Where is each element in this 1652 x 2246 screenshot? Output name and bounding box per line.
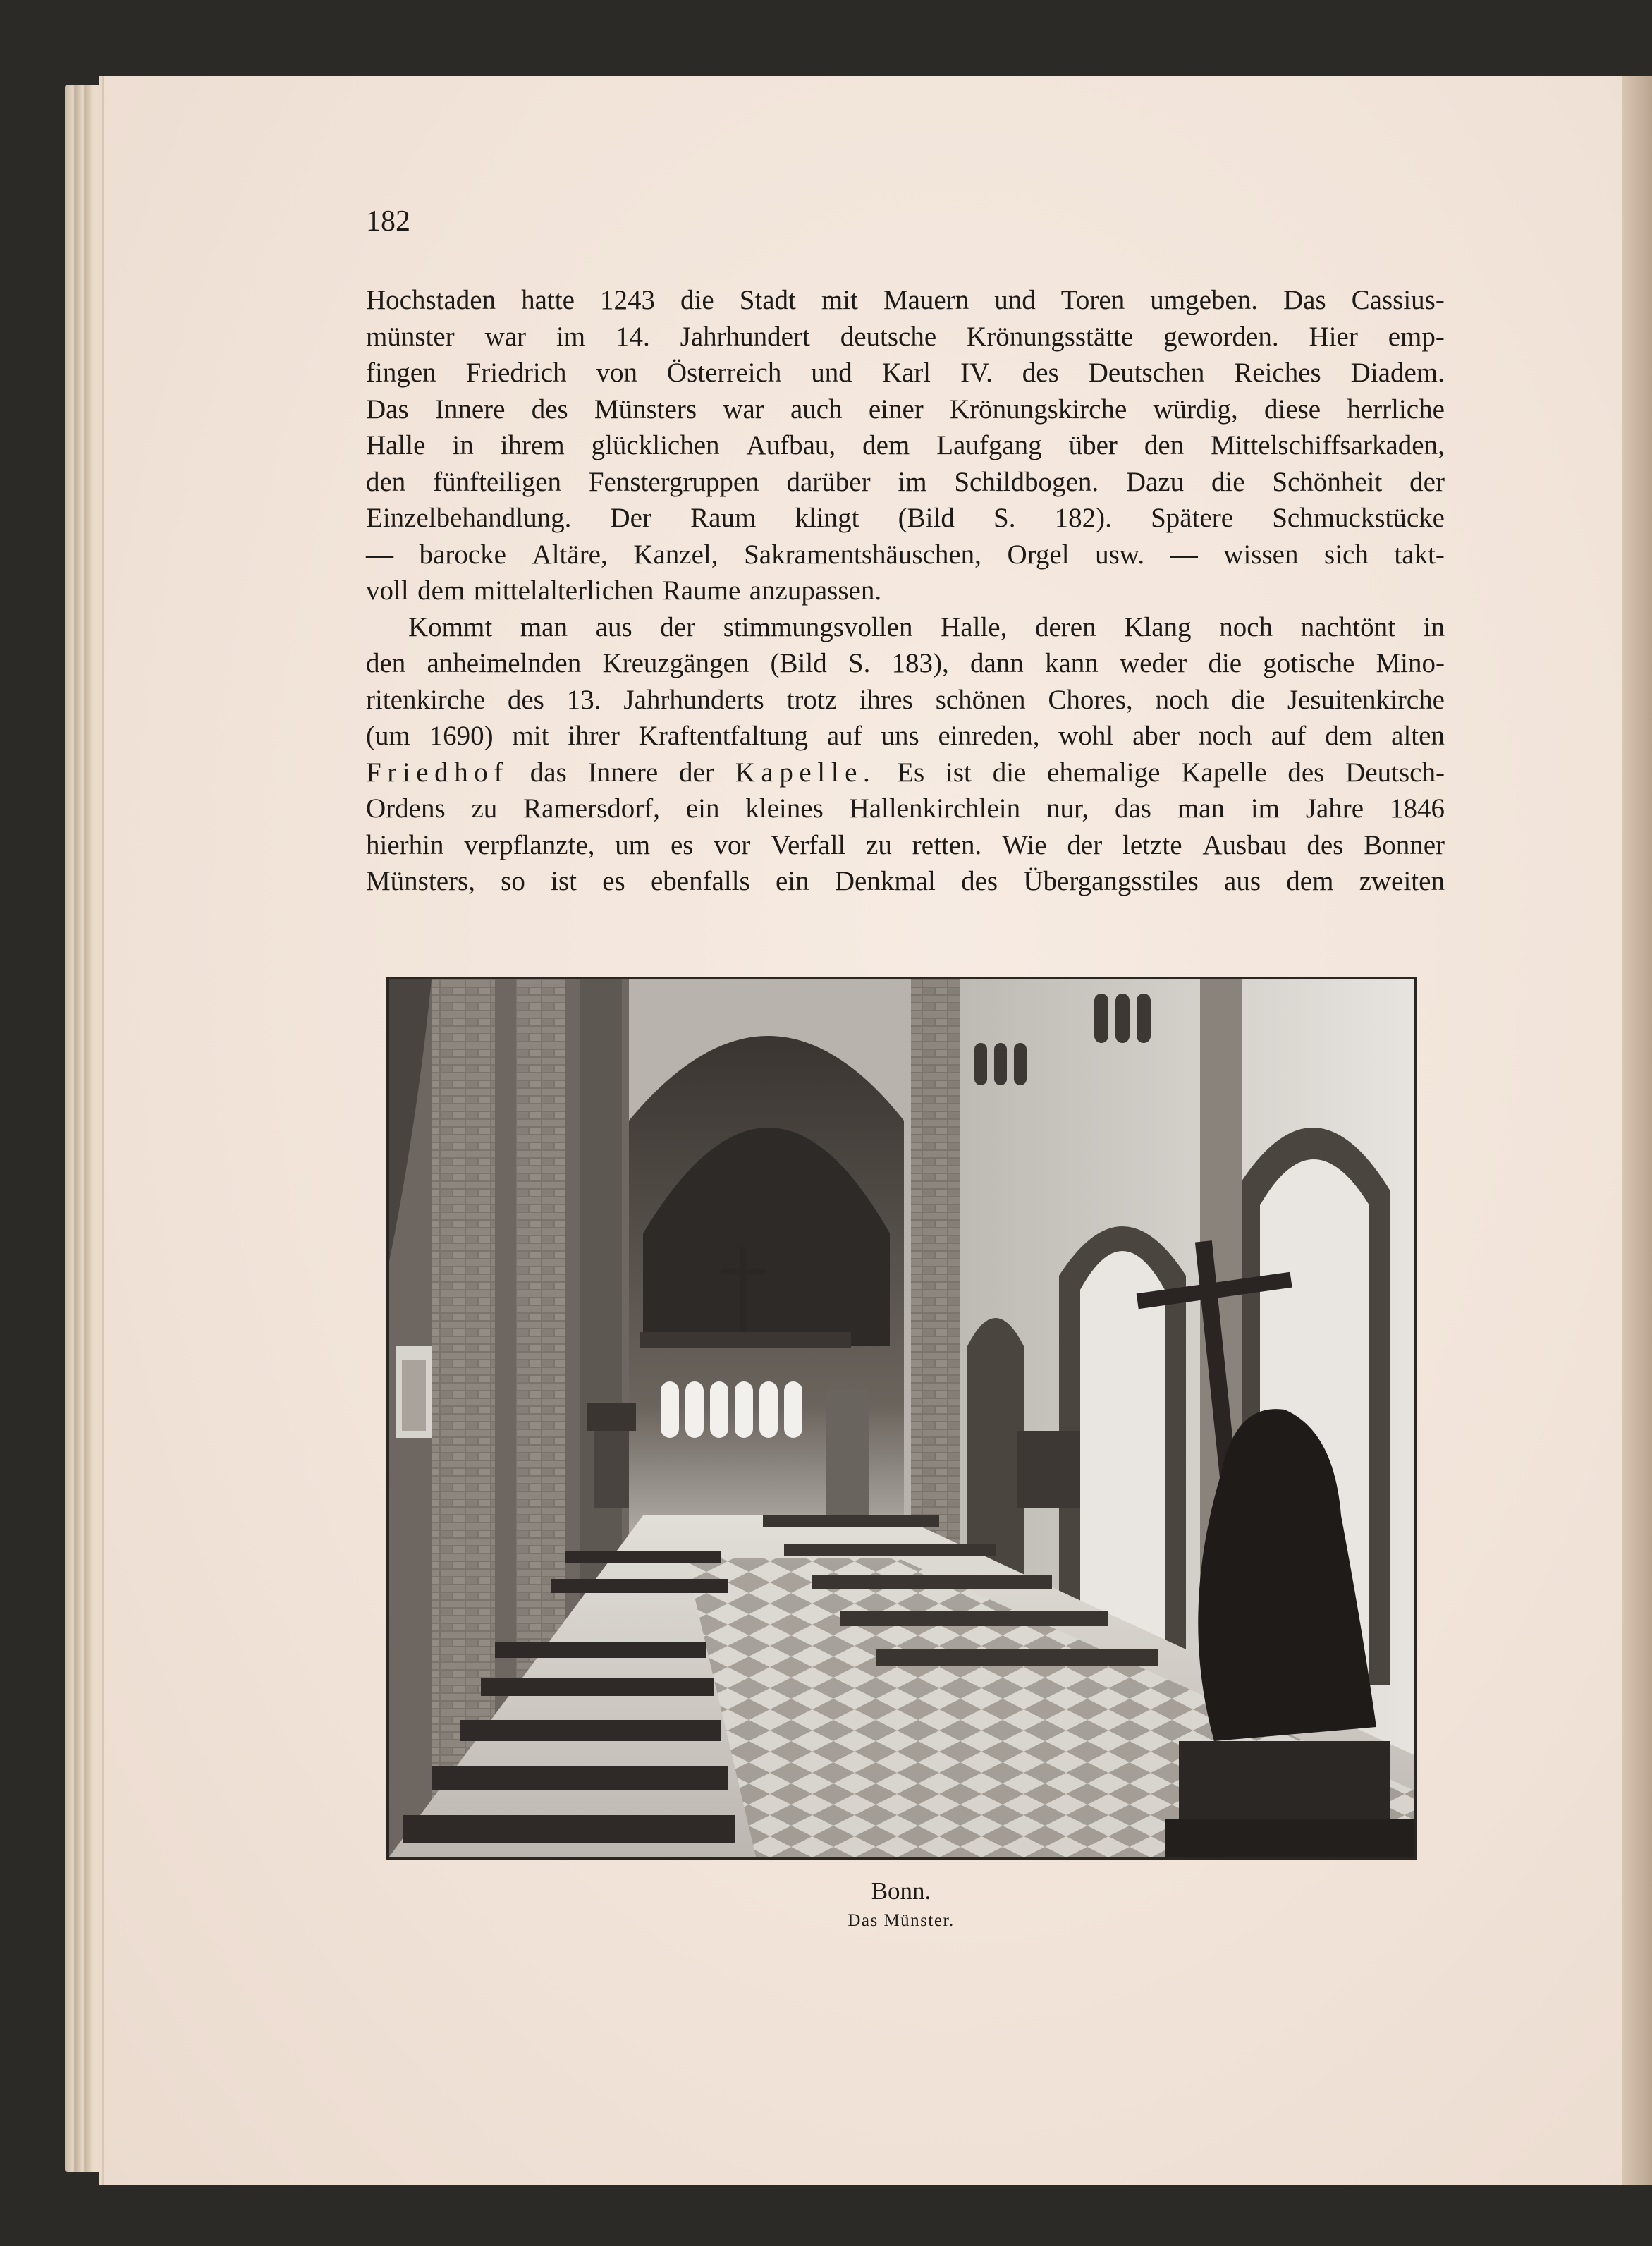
word: voll	[366, 575, 409, 606]
word: trotz	[786, 684, 838, 715]
word: um	[615, 829, 651, 860]
word: klingt	[795, 503, 859, 533]
word: einreden,	[938, 721, 1040, 751]
word: Halle,	[941, 611, 1008, 642]
word: des	[961, 866, 998, 896]
text-line	[366, 863, 1445, 900]
word: Es	[897, 757, 925, 788]
word: auch	[790, 393, 843, 425]
word: Der	[610, 503, 651, 533]
text-line	[366, 645, 1445, 682]
word: 13.	[566, 684, 601, 715]
word: Mauern	[883, 285, 969, 315]
word: weder	[1119, 648, 1187, 678]
word: darüber	[786, 466, 871, 497]
word: aus	[595, 611, 632, 642]
word: gotische	[1263, 648, 1355, 678]
word: dem	[1325, 721, 1373, 751]
word: geworden.	[1163, 321, 1279, 352]
text-line	[366, 537, 1445, 573]
word: Kapelle.	[735, 757, 876, 788]
word: Innere	[587, 757, 659, 788]
word: in	[452, 430, 474, 460]
word: Spätere	[1151, 503, 1234, 533]
word: verpflanzte,	[464, 829, 595, 860]
word: würdig,	[1153, 393, 1238, 425]
word: Deutschen	[1088, 358, 1205, 388]
text-line	[366, 427, 1445, 464]
word: Das	[1283, 285, 1326, 315]
word: Diadem.	[1350, 358, 1445, 388]
word: kann	[1044, 648, 1099, 678]
word: ein	[685, 793, 720, 824]
word: Krönungskirche	[950, 393, 1127, 425]
word: mit	[512, 721, 549, 751]
word: auf	[1271, 721, 1307, 751]
word: Reiches	[1234, 358, 1321, 388]
word: Fenstergruppen	[588, 466, 759, 497]
caption-subtitle: Das Münster.	[848, 1911, 955, 1930]
word: Cassius-	[1351, 285, 1445, 315]
word: zu	[866, 829, 892, 860]
word: das	[1115, 793, 1151, 824]
word: Kraftentfaltung	[638, 721, 809, 751]
word: man	[520, 611, 568, 642]
word: Toren	[1060, 285, 1125, 315]
word: Jesuitenkirche	[1287, 684, 1445, 715]
word: uns	[881, 721, 919, 751]
word: noch	[1219, 611, 1273, 642]
word: Ausbau	[1202, 829, 1287, 860]
word: die	[1208, 648, 1242, 678]
word: takt-	[1394, 539, 1445, 570]
word: hierhin	[366, 829, 444, 860]
word: des	[1307, 829, 1344, 860]
word: fünfteiligen	[433, 466, 562, 497]
word: des	[1287, 757, 1325, 788]
word: und	[811, 358, 852, 388]
word: kleines	[745, 793, 824, 824]
word: Schönheit	[1272, 466, 1383, 497]
word: 183),	[891, 648, 949, 678]
word: stimmungsvollen	[723, 611, 913, 642]
word: Hochstaden	[366, 285, 496, 315]
word: Innere	[434, 393, 506, 425]
word: retten.	[912, 829, 982, 860]
word: wohl	[1058, 721, 1114, 751]
word: (Bild	[770, 648, 827, 678]
word: die	[1231, 684, 1265, 715]
text-line	[366, 464, 1445, 501]
word: mittelalterlichen	[473, 575, 654, 606]
word: Schmuckstücke	[1272, 503, 1445, 533]
paragraph-1	[366, 282, 1445, 609]
text-line	[366, 791, 1445, 827]
word: war	[723, 393, 764, 425]
word: im	[898, 466, 927, 497]
word: ihrer	[568, 721, 620, 751]
word: usw.	[1095, 539, 1145, 570]
word: S.	[993, 503, 1016, 533]
word: im	[556, 321, 586, 352]
word: Kommt	[408, 611, 493, 642]
word: ritenkirche	[366, 684, 485, 715]
word: Halle	[366, 430, 426, 460]
page-right-edge	[1622, 76, 1652, 2185]
word: von	[596, 358, 637, 388]
word: den	[366, 648, 406, 678]
word: Einzelbehandlung.	[366, 503, 572, 533]
word: Laufgang	[936, 430, 1042, 460]
word: anzupassen.	[749, 575, 882, 606]
word: alten	[1391, 721, 1445, 751]
word: Ordens	[366, 793, 446, 824]
word: Chores,	[1048, 684, 1133, 715]
word: ehemalige	[1047, 757, 1161, 788]
word: zu	[471, 793, 498, 824]
word: wissen	[1223, 539, 1299, 570]
text-line	[366, 682, 1445, 719]
word: Mino-	[1376, 648, 1445, 678]
text-line	[366, 500, 1445, 537]
word: —	[366, 539, 393, 570]
word: Denkmal	[834, 866, 936, 896]
word: es	[670, 829, 694, 860]
word: (Bild	[898, 503, 955, 533]
word: war	[484, 321, 527, 352]
caption-title: Bonn.	[871, 1877, 931, 1905]
word: Aufbau,	[746, 430, 836, 460]
word: hatte	[521, 285, 575, 315]
text-line	[366, 319, 1445, 355]
word: anheimelnden	[427, 648, 582, 678]
word: und	[994, 285, 1036, 315]
word: sich	[1324, 539, 1369, 570]
word: Stadt	[739, 285, 796, 315]
word: Kreuzgängen	[602, 648, 749, 678]
word: dem	[862, 430, 910, 460]
word: Kapelle	[1181, 757, 1267, 788]
word: des	[507, 684, 544, 715]
word: Hallenkirchlein	[849, 793, 1021, 824]
word: Friedrich	[465, 358, 567, 388]
word: herrliche	[1347, 393, 1445, 425]
word: auf	[826, 721, 862, 751]
word: der	[679, 757, 714, 788]
word: Übergangsstiles	[1023, 866, 1199, 896]
word: aus	[1224, 866, 1261, 896]
word: der	[1409, 466, 1445, 497]
word: dem	[1286, 866, 1334, 896]
word: 1243	[599, 285, 655, 315]
word: man	[1177, 793, 1225, 824]
word: Orgel	[1007, 539, 1070, 570]
word: 14.	[616, 321, 650, 352]
word: dann	[969, 648, 1024, 678]
word: fingen	[366, 358, 436, 388]
word: Mittelschiffsarkaden,	[1211, 430, 1445, 460]
word: glücklichen	[591, 430, 720, 460]
word: münster	[366, 321, 455, 352]
word: in	[1423, 611, 1445, 642]
word: noch	[1155, 684, 1209, 715]
word: emp-	[1388, 321, 1445, 352]
text-line	[366, 827, 1445, 864]
word: Sakramentshäuschen,	[744, 539, 981, 570]
word: Jahrhundert	[680, 321, 810, 352]
word: deutsche	[840, 321, 937, 352]
cathedral-interior-photo	[386, 977, 1417, 1860]
body-text	[366, 282, 1445, 900]
word: ist	[551, 866, 577, 896]
word: Deutsch-	[1345, 757, 1445, 788]
word: Kanzel,	[633, 539, 718, 570]
word: letzte	[1122, 829, 1182, 860]
word: Wie	[1002, 829, 1047, 860]
word: das	[530, 757, 567, 788]
text-line	[366, 718, 1445, 755]
word: Friedhof	[366, 757, 509, 788]
word: es	[602, 866, 625, 896]
text-line	[366, 391, 1445, 428]
text-line	[366, 355, 1445, 391]
word: Verfall	[771, 829, 846, 860]
word: dem	[417, 575, 465, 606]
word: der	[660, 611, 696, 642]
word: Münsters,	[366, 866, 475, 896]
word: die	[992, 757, 1027, 788]
word: barocke	[419, 539, 506, 570]
word: Jahre	[1305, 793, 1364, 824]
word: der	[1067, 829, 1103, 860]
word: 1690)	[429, 721, 494, 751]
word: S.	[848, 648, 871, 678]
word: den	[1144, 430, 1185, 460]
word: Bonner	[1364, 829, 1445, 860]
word: die	[1211, 466, 1245, 497]
word: Österreich	[666, 358, 782, 388]
text-line	[366, 755, 1445, 791]
word: mit	[821, 285, 858, 315]
word: ihrem	[500, 430, 565, 460]
word: Karl	[881, 358, 931, 388]
word: 182).	[1054, 503, 1112, 533]
text-line	[366, 609, 1445, 646]
word: im	[1250, 793, 1280, 824]
word: Raum	[690, 503, 757, 533]
word: ihres	[859, 684, 913, 715]
word: nur,	[1046, 793, 1089, 824]
word: schönen	[935, 684, 1026, 715]
word: ebenfalls	[650, 866, 750, 896]
page-number: 182	[366, 205, 410, 238]
word: Hier	[1309, 321, 1358, 352]
word: Raume	[662, 575, 741, 606]
word: des	[1022, 358, 1059, 388]
word: aber	[1132, 721, 1180, 751]
word: Klang	[1124, 611, 1192, 642]
word: Münsters	[594, 393, 697, 425]
word: Das	[366, 393, 409, 425]
word: Jahrhunderts	[623, 684, 764, 715]
word: des	[531, 393, 568, 425]
word: Dazu	[1125, 466, 1185, 497]
word: ist	[946, 757, 972, 788]
text-line	[366, 573, 1445, 609]
text-line	[366, 282, 1445, 319]
paragraph-2	[366, 609, 1445, 900]
word: vor	[714, 829, 751, 860]
word: 1846	[1389, 793, 1445, 824]
word: —	[1170, 539, 1198, 570]
word: einer	[868, 393, 924, 425]
word: diese	[1264, 393, 1321, 425]
word: so	[501, 866, 525, 896]
word: über	[1068, 430, 1118, 460]
word: (um	[366, 721, 410, 751]
word: umgeben.	[1150, 285, 1258, 315]
word: Ramersdorf,	[523, 793, 660, 824]
word: noch	[1198, 721, 1252, 751]
word: Krönungsstätte	[967, 321, 1134, 352]
word: deren	[1034, 611, 1096, 642]
word: Altäre,	[532, 539, 608, 570]
word: nachtönt	[1300, 611, 1395, 642]
word: zweiten	[1359, 866, 1445, 896]
word: den	[366, 466, 406, 497]
word: ein	[775, 866, 809, 896]
word: Schildbogen.	[954, 466, 1099, 497]
word: die	[680, 285, 714, 315]
word: IV.	[960, 358, 993, 388]
